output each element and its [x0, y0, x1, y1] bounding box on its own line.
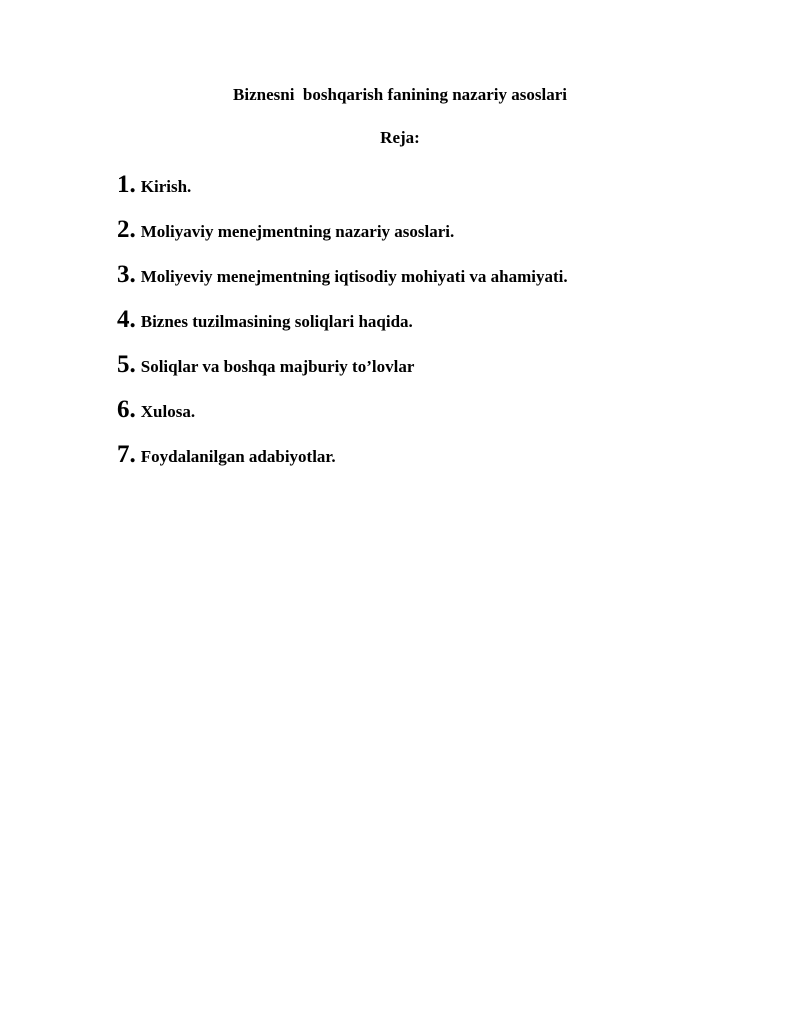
plan-item-text: Soliqlar va boshqa majburiy to’lovlar — [140, 357, 415, 376]
plan-item-4 — [117, 303, 568, 348]
plan-item-number: 3. — [117, 261, 136, 288]
plan-item-text: Moliyaviy menejmentning nazariy asoslari. — [140, 222, 455, 241]
document-title: Biznesni boshqarish fanining nazariy asoslari — [233, 85, 567, 104]
plan-item-text: Biznes tuzilmasining soliqlari haqida. — [140, 312, 413, 331]
plan-item-3 — [117, 258, 568, 303]
plan-item-number: 2. — [117, 216, 136, 243]
plan-item-text: Xulosa. — [140, 402, 196, 421]
plan-item-1 — [117, 168, 568, 213]
plan-item-7 — [117, 438, 568, 483]
plan-item-number: 7. — [117, 441, 136, 468]
plan-item-number: 5. — [117, 351, 136, 378]
plan-item-2 — [117, 213, 568, 258]
plan-item-5 — [117, 348, 568, 393]
plan-heading: Reja: — [380, 128, 420, 147]
plan-item-text: Moliyeviy menejmentning iqtisodiy mohiyati va ahamiyati. — [140, 267, 568, 286]
plan-item-number: 6. — [117, 396, 136, 423]
plan-item-6 — [117, 393, 568, 438]
plan-list — [117, 168, 568, 483]
plan-item-text: Foydalanilgan adabiyotlar. — [140, 447, 336, 466]
plan-item-number: 4. — [117, 306, 136, 333]
plan-item-number: 1. — [117, 171, 136, 198]
plan-item-text: Kirish. — [140, 177, 192, 196]
